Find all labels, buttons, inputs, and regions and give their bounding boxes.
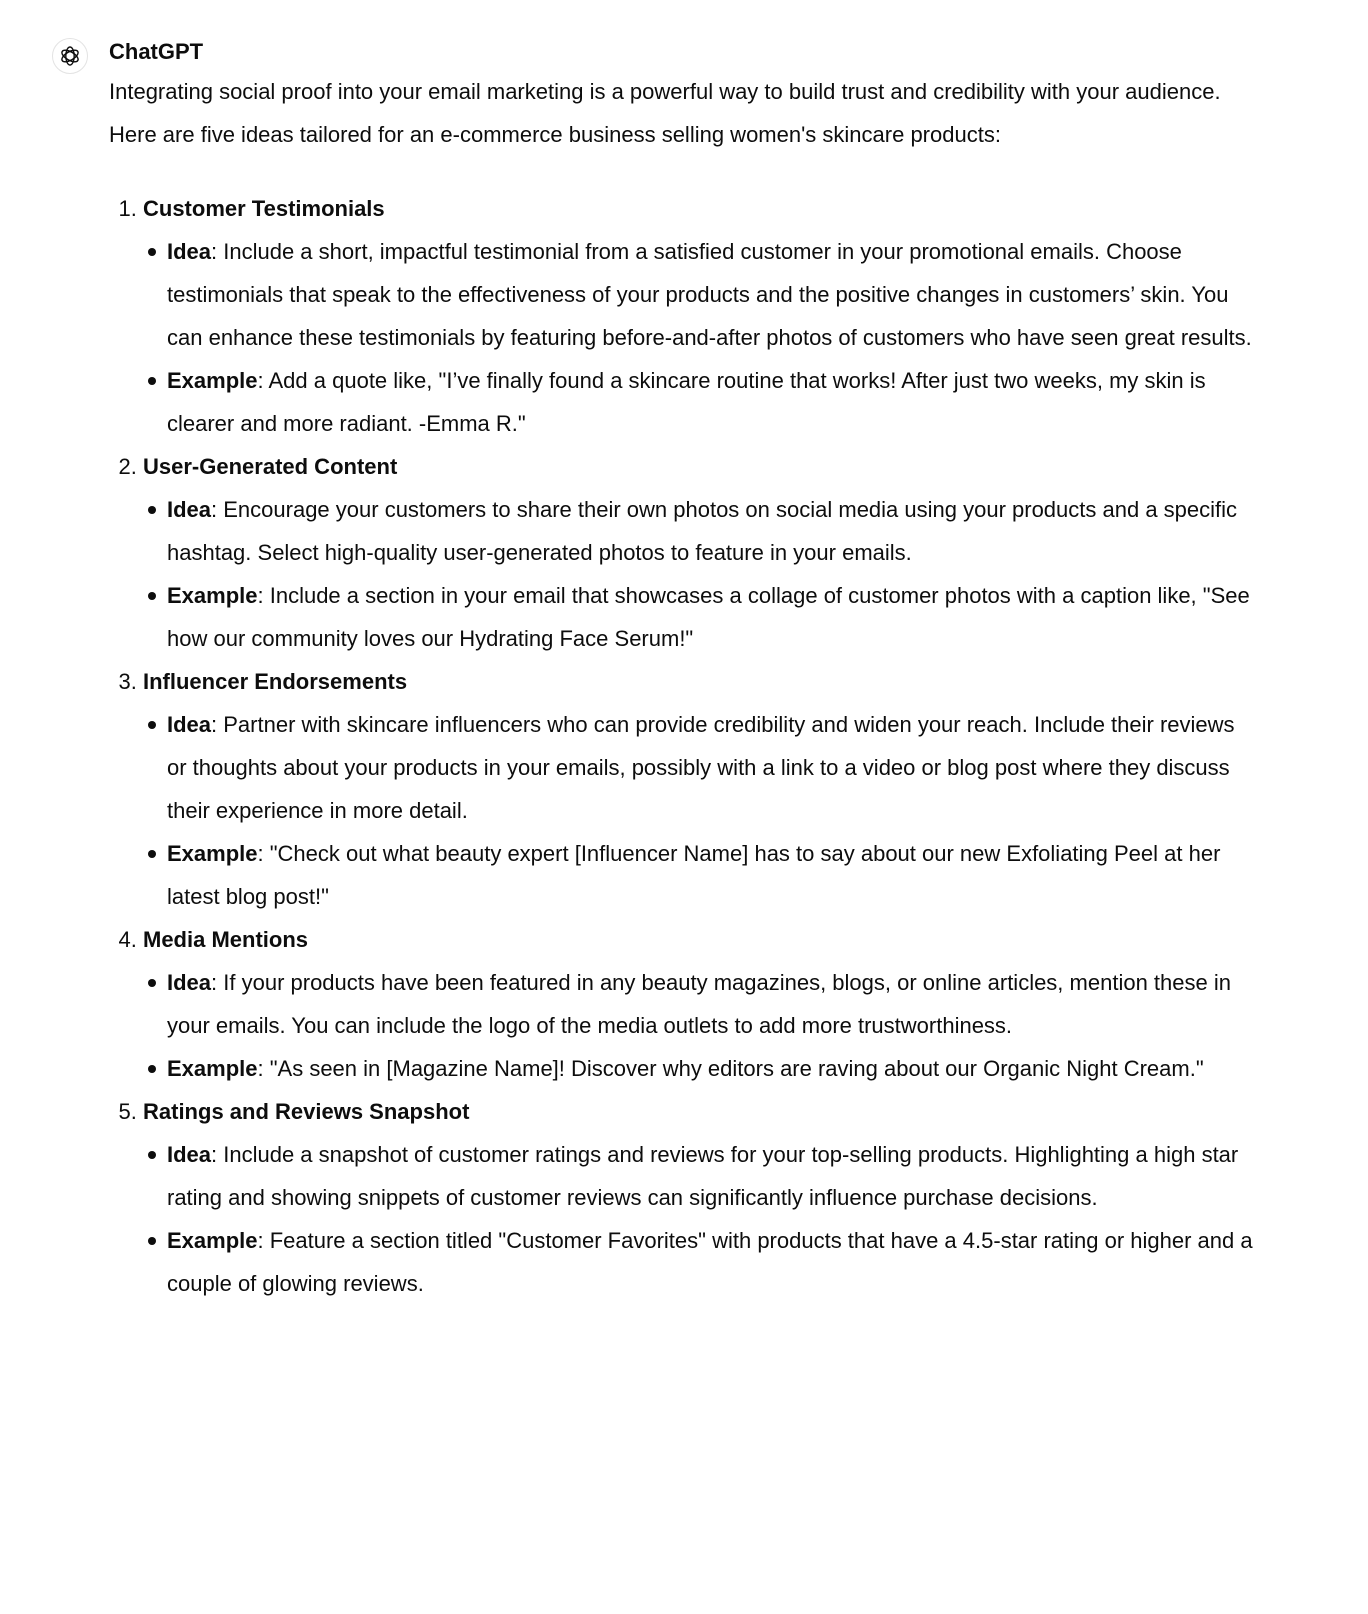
idea-item <box>143 445 1259 660</box>
idea-title: User-Generated Content <box>143 454 398 479</box>
idea-item <box>143 1090 1259 1305</box>
example-text: : Add a quote like, "I’ve finally found a skincare routine that works! After just two weeks, my skin is clearer and more radiant. -Emma R." <box>167 368 1206 436</box>
intro-paragraph: Integrating social proof into your email marketing is a powerful way to build trust and credibility with your audience. Here are five ideas tailored for an e-commerce business selling women's skincare products: <box>109 79 1221 147</box>
example-text: : Include a section in your email that showcases a collage of customer photos with a caption like, "See how our community loves our Hydrating Face Serum!" <box>167 583 1250 651</box>
example-text: : "As seen in [Magazine Name]! Discover why editors are raving about our Organic Night Cream." <box>257 1056 1204 1081</box>
example-label: Example <box>167 368 258 393</box>
idea-item <box>143 918 1259 1090</box>
ideas-list <box>109 187 1259 1305</box>
idea-points <box>143 230 1259 445</box>
idea-points <box>143 1133 1259 1305</box>
idea-title: Influencer Endorsements <box>143 669 408 694</box>
assistant-avatar <box>52 38 88 74</box>
idea-point <box>167 703 1259 832</box>
idea-label: Idea <box>167 1142 212 1167</box>
idea-text: : Include a snapshot of customer ratings and reviews for your top-selling products. Highlighting a high star rating and showing snippets of customer reviews can significantly influence purchase decisions. <box>167 1142 1239 1210</box>
example-point <box>167 1047 1259 1090</box>
openai-logo-icon <box>58 44 82 68</box>
idea-point <box>167 961 1259 1047</box>
message-content <box>109 38 1259 1305</box>
idea-label: Idea <box>167 712 212 737</box>
idea-label: Idea <box>167 970 212 995</box>
idea-text: : Encourage your customers to share their own photos on social media using your products and a specific hashtag. Select high-quality user-generated photos to feature in your emails. <box>167 497 1238 565</box>
idea-text: : Partner with skincare influencers who can provide credibility and widen your reach. Include their reviews or thoughts about your products in your emails, possibly with a link to a video or blog post where they discuss their experience in more detail. <box>167 712 1235 823</box>
example-text: : Feature a section titled "Customer Favorites" with products that have a 4.5-star rating or higher and a couple of glowing reviews. <box>167 1228 1253 1296</box>
example-label: Example <box>167 1056 258 1081</box>
idea-points <box>143 488 1259 660</box>
idea-points <box>143 703 1259 918</box>
idea-item <box>143 187 1259 445</box>
example-point <box>167 574 1259 660</box>
idea-label: Idea <box>167 239 212 264</box>
example-label: Example <box>167 1228 258 1253</box>
idea-points <box>143 961 1259 1090</box>
idea-item <box>143 660 1259 918</box>
example-point <box>167 359 1259 445</box>
sender-name: ChatGPT <box>109 39 204 64</box>
idea-label: Idea <box>167 497 212 522</box>
idea-text: : If your products have been featured in any beauty magazines, blogs, or online articles, mention these in your emails. You can include the logo of the media outlets to add more trustworthiness. <box>167 970 1231 1038</box>
idea-title: Customer Testimonials <box>143 196 385 221</box>
idea-point <box>167 1133 1259 1219</box>
idea-point <box>167 230 1259 359</box>
example-point <box>167 1219 1259 1305</box>
idea-point <box>167 488 1259 574</box>
idea-title: Ratings and Reviews Snapshot <box>143 1099 470 1124</box>
example-point <box>167 832 1259 918</box>
example-text: : "Check out what beauty expert [Influencer Name] has to say about our new Exfoliating Peel at her latest blog post!" <box>167 841 1221 909</box>
example-label: Example <box>167 583 258 608</box>
idea-text: : Include a short, impactful testimonial from a satisfied customer in your promotional emails. Choose testimonials that speak to the effectiveness of your products and the positive changes in customers’ skin. You can enhance these testimonials by featuring before-and-after photos of customers who have seen great results. <box>167 239 1252 350</box>
idea-title: Media Mentions <box>143 927 309 952</box>
example-label: Example <box>167 841 258 866</box>
